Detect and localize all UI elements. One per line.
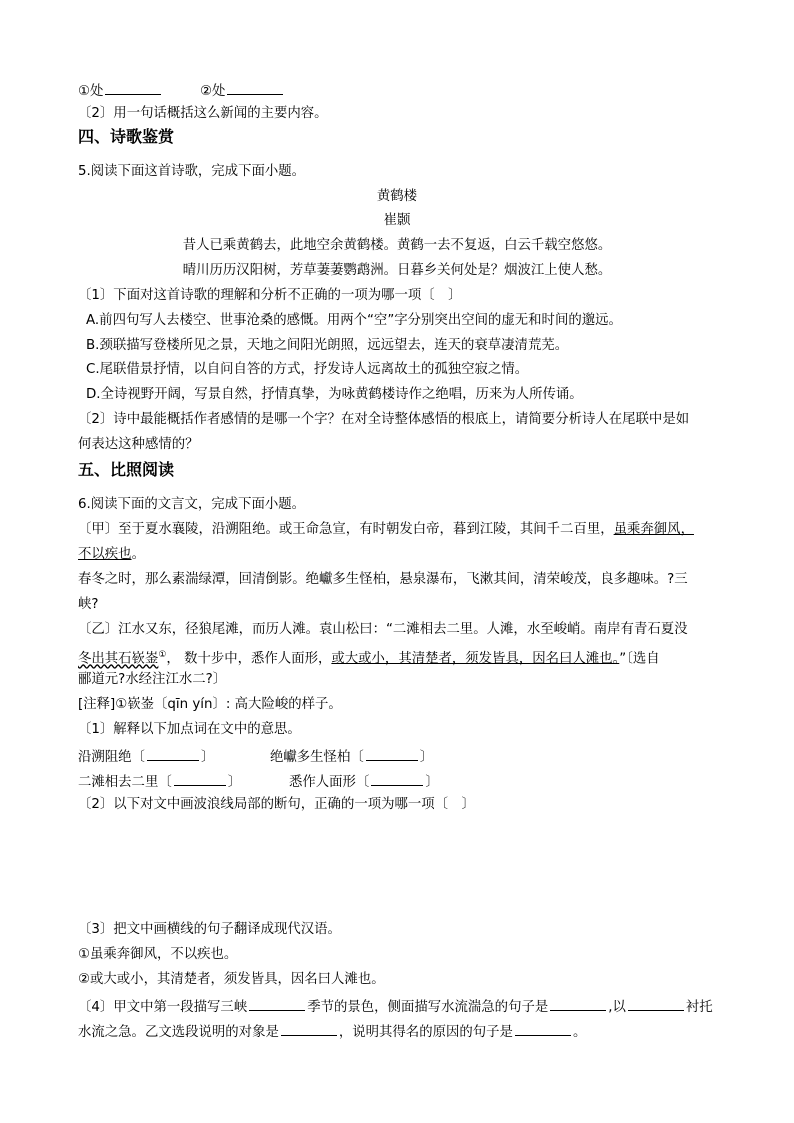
poem-line: 昔人已乘黄鹤去，此地空余黄鹤楼。黄鹤一去不复返，白云千载空悠悠。 (182, 238, 612, 253)
question-text: 〔1〕下面对这首诗歌的理解和分析不正确的一项为哪一项〔 〕 (78, 288, 462, 303)
translation-item: ②或大或小，其清楚者，须发皆具，因名曰人滩也。 (78, 972, 385, 987)
passage-line: 〔乙〕江水又东，径狼尾滩，而历人滩。袁山松曰：“二滩相去二里。人滩，水至峻峭。南岸有青石夏没 (78, 622, 688, 637)
option-c[interactable]: C.尾联借景抒情，以自问自答的方式，抒发诗人远离故土的孤独空寂之情。 (86, 362, 529, 377)
question-intro: 5.阅读下面这首诗歌，完成下面小题。 (78, 164, 306, 179)
question-text: 何表达这种感情的？ (78, 437, 199, 452)
passage-source: 郦道元?水经注江水二?〕 (78, 672, 227, 687)
option-b[interactable]: B.颈联描写登楼所见之景，天地之间阳光朗照，远远望去，连天的衰草凄清荒芜。 (86, 338, 569, 353)
blank-line-top (78, 80, 285, 101)
passage-line (78, 646, 660, 668)
section-heading: 四、诗歌鉴赏 (78, 127, 175, 146)
question-intro: 6.阅读下面的文言文，完成下面小题。 (78, 497, 306, 512)
word-item: 沿溯阻绝〔 〕 (78, 746, 214, 767)
answer-blank[interactable] (105, 80, 161, 95)
word-item: 二滩相去二里〔 〕 (78, 771, 241, 792)
answer-blank[interactable] (550, 996, 606, 1011)
translation-item: ①虽乘奔御风，不以疾也。 (78, 947, 238, 962)
blank-label-2: ②处 (199, 84, 226, 99)
passage-line: 春冬之时，那么素湍绿潭，回清倒影。绝巘多生怪柏，悬泉瀑布，飞漱其间，清荣峻茂，良多趣味。?三 (78, 572, 688, 587)
answer-blank[interactable] (147, 746, 199, 761)
underlined-sentence: 或大或小，其清楚者，须发皆具，因名曰人滩也。 (331, 651, 620, 667)
answer-blank[interactable] (366, 746, 418, 761)
passage-line (78, 521, 694, 539)
question-text: 水流之急。乙文选段说明的对象是 ，说明其得名的原因的句子是 。 (78, 1021, 586, 1042)
option-d[interactable]: D.全诗视野开阔，写景自然，抒情真挚，为咏黄鹤楼诗作之绝唱，历来为人所传诵。 (86, 387, 583, 402)
answer-blank[interactable] (515, 1021, 571, 1036)
answer-blank[interactable] (371, 771, 423, 786)
passage-text: ， 数十步中，悉作人面形， (166, 651, 332, 667)
word-item: 悉作人面形〔 〕 (289, 771, 439, 792)
answer-blank[interactable] (174, 771, 226, 786)
question-text: 〔1〕解释以下加点词在文中的意思。 (78, 722, 301, 737)
passage-text: ”〔选自 (619, 651, 660, 667)
question-text: 〔2〕以下对文中画波浪线局部的断句，正确的一项为哪一项〔 〕 (78, 797, 475, 812)
poem-author: 崔颢 (383, 213, 411, 228)
question-text: 〔2〕用一句话概括这么新闻的主要内容。 (78, 106, 328, 121)
underlined-sentence: 虽乘奔御风， (613, 522, 694, 537)
poem-line: 晴川历历汉阳树，芳草萋萋鹦鹉洲。日暮乡关何处是？烟波江上使人愁。 (182, 263, 612, 278)
question-text: 〔2〕诗中最能概括作者感情的是哪一个字？在对全诗整体感悟的根底上，请简要分析诗人在尾联中是如 (78, 412, 690, 427)
word-item: 绝巘多生怪柏〔 〕 (270, 746, 433, 767)
underlined-sentence: 不以疾也 (78, 547, 132, 562)
footnote-marker: ① (158, 650, 167, 660)
answer-blank[interactable] (281, 1021, 337, 1036)
passage-line: 峡? (78, 597, 99, 612)
passage-line (78, 546, 145, 564)
section-heading: 五、比照阅读 (78, 460, 175, 479)
wavy-underlined-text: 冬出其石嵚崟 (78, 651, 159, 667)
question-text: 〔3〕把文中画横线的句子翻译成现代汉语。 (78, 922, 341, 937)
poem-title: 黄鹤楼 (376, 189, 418, 204)
footnote: [注释]①嵚崟〔qīn yín〕: 高大险峻的样子。 (78, 697, 342, 712)
answer-blank[interactable] (227, 80, 283, 95)
passage-text: 。 (131, 547, 145, 562)
passage-text: 〔甲〕至于夏水襄陵，沿溯阻绝。或王命急宣，有时朝发白帝，暮到江陵，其间千二百里， (78, 522, 614, 537)
answer-blank[interactable] (249, 996, 305, 1011)
blank-label-1: ①处 (78, 84, 104, 99)
question-text: 〔4〕甲文中第一段描写三峡 季节的景色，侧面描写水流湍急的句子是 ,以 衬托 (78, 996, 713, 1017)
option-a[interactable]: A.前四句写人去楼空、世事沧桑的感慨。用两个“空”字分别突出空间的虚无和时间的邈远。 (86, 313, 622, 328)
answer-blank[interactable] (628, 996, 684, 1011)
